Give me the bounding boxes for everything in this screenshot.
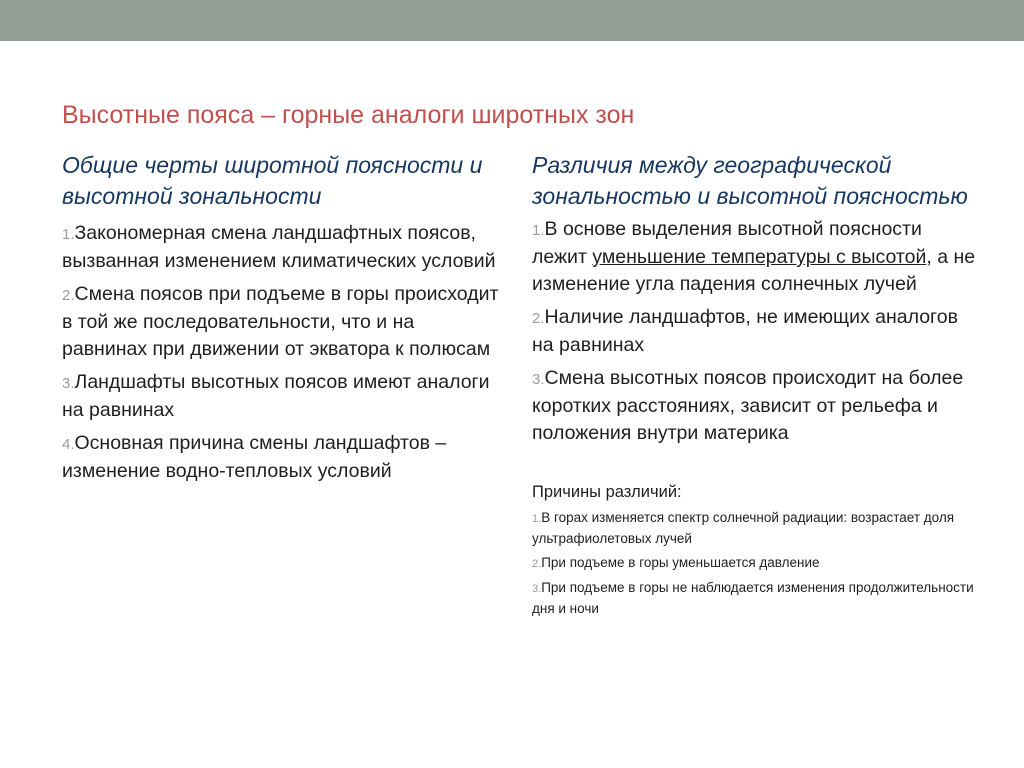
left-item-4	[62, 430, 502, 485]
item-number: 2.	[532, 310, 545, 327]
item-text: Ландшафты высотных поясов имеют аналоги на равнинах	[62, 371, 490, 421]
item-number: 3.	[532, 371, 545, 388]
item-number: 1.	[532, 513, 542, 525]
item-text: , а не изменение угла падения солнечных лучей	[532, 246, 976, 295]
item-number: 3.	[532, 583, 542, 595]
item-number: 4.	[62, 436, 75, 453]
reasons-list	[532, 508, 977, 619]
right-item-1	[532, 216, 977, 298]
item-text: При подъеме в горы не наблюдается изменения продолжительности дня и ночи	[532, 580, 974, 616]
left-item-1	[62, 220, 502, 275]
item-number: 1.	[62, 226, 75, 243]
reasons-title: Причины различий:	[532, 483, 682, 501]
item-text: Закономерная смена ландшафтных поясов, вызванная изменением климатических условий	[62, 222, 496, 272]
right-column	[532, 150, 977, 623]
right-item-2	[532, 304, 977, 359]
left-item-2	[62, 281, 502, 363]
top-bar	[0, 0, 1024, 41]
item-number: 1.	[532, 222, 545, 239]
item-number: 2.	[532, 558, 542, 570]
reason-item-3	[532, 578, 977, 619]
reason-item-1	[532, 508, 977, 549]
left-list	[62, 220, 502, 485]
item-text: Наличие ландшафтов, не имеющих аналогов на равнинах	[532, 306, 958, 356]
item-text: В горах изменяется спектр солнечной радиации: возрастает доля ультрафиолетовых лучей	[532, 510, 955, 546]
item-text: В основе выделения высотной поясности лежит	[532, 218, 922, 268]
item-text: Смена поясов при подъеме в горы происходит в той же последовательности, что и на равнинах при движении от экватора к полюсам	[62, 283, 499, 360]
item-text: При подъеме в горы уменьшается давление	[541, 555, 820, 570]
item-text-underlined: уменьшение температуры с высотой	[592, 246, 927, 268]
item-text: Основная причина смены ландшафтов – изменение водно-тепловых условий	[62, 432, 447, 482]
item-number: 3.	[62, 375, 75, 392]
slide-title: Высотные пояса – горные аналоги широтных зон	[62, 101, 635, 129]
item-text: Смена высотных поясов происходит на более коротких расстояниях, зависит от рельефа и положения внутри материка	[532, 367, 964, 444]
right-list	[532, 216, 977, 447]
right-item-3	[532, 365, 977, 447]
right-heading: Различия между географической зональностью и высотной поясностью	[532, 152, 968, 209]
item-number: 2.	[62, 287, 75, 304]
left-item-3	[62, 369, 502, 424]
left-column	[62, 150, 502, 491]
left-heading: Общие черты широтной поясности и высотной зональности	[62, 152, 483, 209]
reason-item-2	[532, 553, 977, 574]
